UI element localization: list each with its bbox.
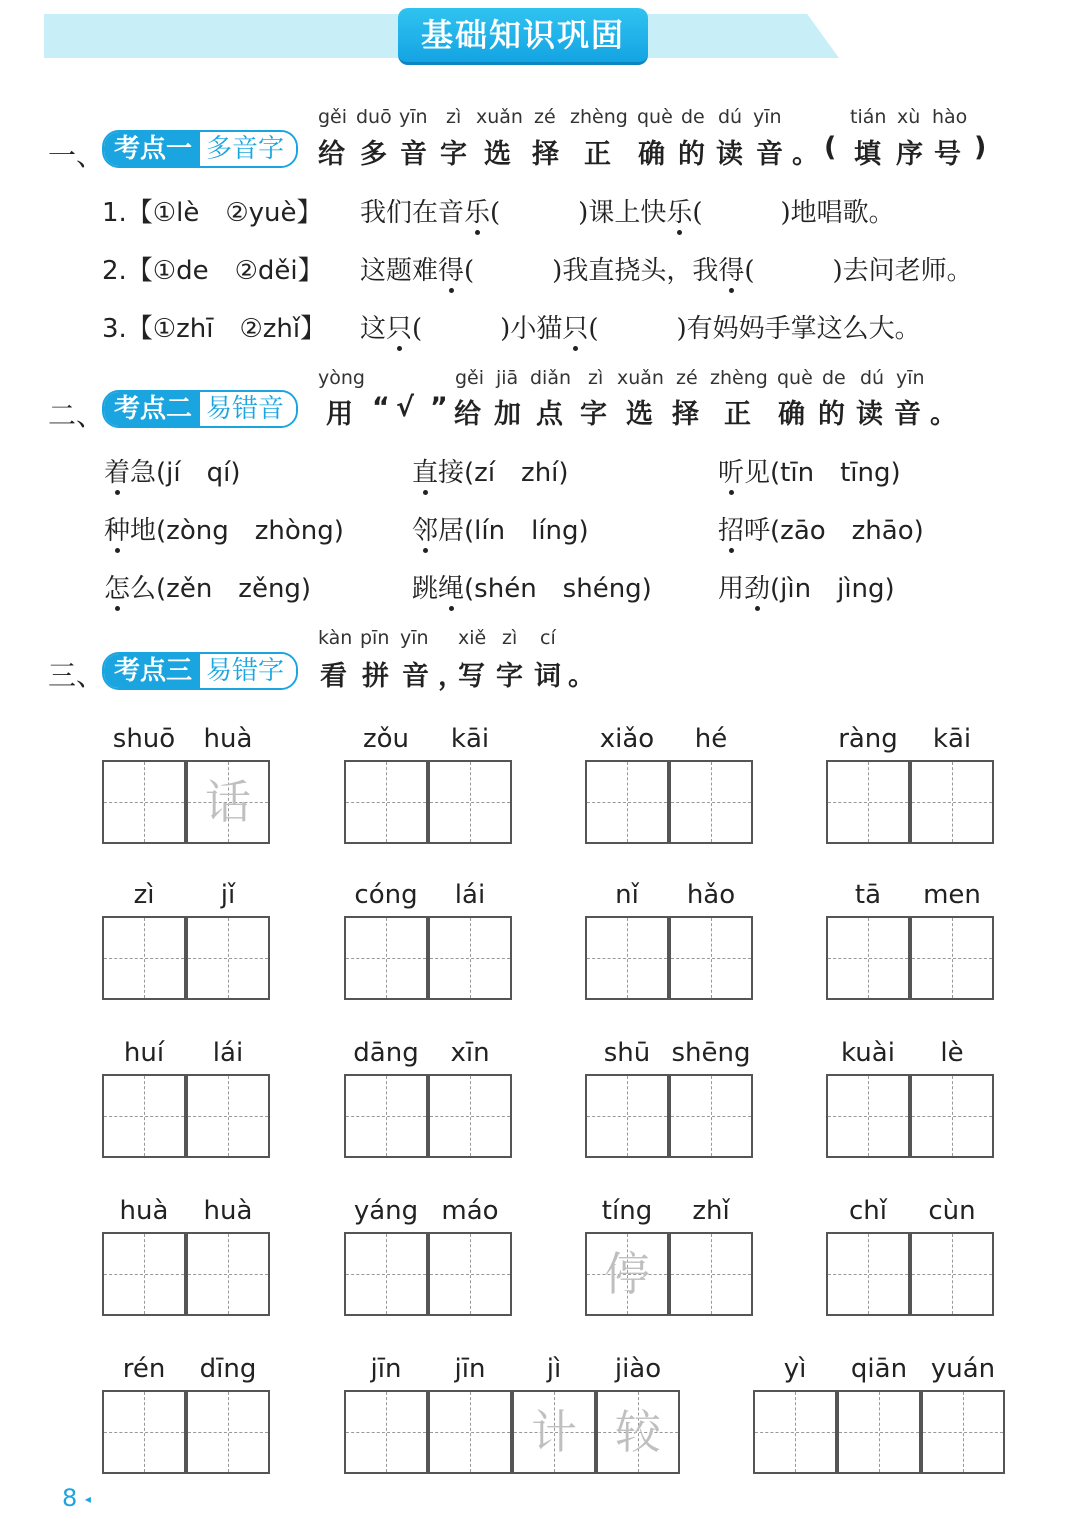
- section2-badge-point: 考点二: [104, 392, 200, 426]
- writing-cell[interactable]: [921, 1390, 1005, 1474]
- char: 号: [934, 139, 961, 170]
- dotted-char: 只: [386, 308, 412, 345]
- writing-cell[interactable]: [428, 1390, 512, 1474]
- pinyin: hào: [932, 106, 968, 128]
- char: “: [372, 392, 390, 423]
- dotted-char: 直: [412, 452, 438, 489]
- sentence-text: ( )有妈妈手掌这么大。: [588, 314, 921, 344]
- pinyin: de: [681, 106, 705, 128]
- char: 用: [326, 399, 353, 430]
- pinyin-label: lái: [454, 880, 486, 910]
- writing-cell[interactable]: [344, 1390, 428, 1474]
- pinyin-options: (jí qí): [156, 458, 241, 488]
- char: 确: [778, 399, 805, 430]
- pinyin: yòng: [318, 367, 365, 389]
- pinyin: yīn: [399, 106, 428, 128]
- writing-cell[interactable]: [826, 916, 910, 1000]
- section1-instruction: [0, 132, 1080, 168]
- char: 择: [672, 399, 699, 430]
- pinyin-label: jīn: [454, 1354, 486, 1384]
- dotted-char: 邻: [412, 510, 438, 547]
- writing-cell[interactable]: [186, 1074, 270, 1158]
- trace-char: 话: [205, 775, 251, 829]
- pinyin-label: xiǎo: [599, 724, 655, 754]
- pinyin-label: jì: [546, 1354, 562, 1384]
- word-text: 跳: [412, 574, 439, 604]
- pinyin-label: cùn: [928, 1196, 976, 1226]
- pinyin: gěi: [455, 367, 485, 389]
- char: 的: [818, 399, 845, 430]
- pinyin: tián: [850, 106, 887, 128]
- writing-cell[interactable]: [102, 916, 186, 1000]
- char: 正: [724, 399, 751, 430]
- pinyin: xuǎn: [476, 106, 523, 128]
- word-text: 么: [130, 574, 157, 604]
- section2-item-1: [104, 452, 241, 489]
- pinyin-label: tā: [854, 880, 882, 910]
- section1-badge-topic: 多音字: [200, 132, 296, 166]
- pinyin: xù: [897, 106, 921, 128]
- writing-cell[interactable]: [826, 1074, 910, 1158]
- char: 确: [638, 139, 665, 170]
- section1-item-3: [102, 308, 326, 345]
- trace-char: 计: [531, 1405, 577, 1459]
- pinyin-label: shēng: [671, 1038, 751, 1068]
- pinyin: dú: [860, 367, 885, 389]
- pinyin-label: men: [923, 880, 981, 910]
- writing-cell[interactable]: [512, 1390, 596, 1474]
- dotted-char: 招: [718, 510, 744, 547]
- pinyin: zhèng: [570, 106, 628, 128]
- char: 序: [896, 139, 923, 170]
- writing-cell[interactable]: [585, 760, 669, 844]
- section2-item-8: [412, 568, 652, 605]
- writing-cell[interactable]: [585, 916, 669, 1000]
- char: 选: [626, 399, 653, 430]
- char: 看: [320, 661, 347, 692]
- sentence-text: 这题难: [360, 256, 439, 286]
- word-text: 居: [438, 516, 465, 546]
- writing-cell[interactable]: [669, 1074, 753, 1158]
- dotted-char: 种: [104, 510, 130, 547]
- pinyin: pīn: [360, 627, 390, 649]
- pinyin: duō: [356, 106, 392, 128]
- char: 读: [716, 139, 743, 170]
- word-text: 用: [718, 574, 745, 604]
- pinyin-label: kāi: [932, 724, 972, 754]
- dotted-char: 得: [438, 250, 464, 287]
- section2-item-4: [104, 510, 344, 547]
- section2-item-5: [412, 510, 589, 547]
- pinyin-label: hé: [694, 724, 728, 754]
- pinyin-options: (lín líng): [464, 516, 589, 546]
- char: 拼: [362, 661, 389, 692]
- pinyin-options: (tīn tīng): [770, 458, 901, 488]
- writing-cell[interactable]: [186, 760, 270, 844]
- pinyin-label: yì: [783, 1354, 807, 1384]
- char: √: [396, 392, 415, 423]
- word-text: 地: [130, 516, 157, 546]
- item-options: 3.【①zhī ②zhǐ】: [102, 314, 327, 344]
- sentence-text: 我们在音: [360, 198, 465, 228]
- pinyin-label: lè: [940, 1038, 964, 1068]
- pinyin-options: (zí zhí): [464, 458, 569, 488]
- char: 选: [484, 139, 511, 170]
- dotted-char: 乐: [666, 192, 692, 229]
- section1-number: 一、: [48, 139, 105, 172]
- dotted-char: 得: [718, 250, 744, 287]
- pinyin-label: nǐ: [615, 880, 639, 910]
- section1-sentence-2: [360, 250, 973, 287]
- pinyin: zhèng: [710, 367, 768, 389]
- pinyin: zé: [534, 106, 556, 128]
- section1-sentence-1: [360, 192, 895, 229]
- pinyin-label: huà: [203, 724, 253, 754]
- writing-cell[interactable]: [910, 760, 994, 844]
- pinyin-label: jǐ: [220, 880, 236, 910]
- dotted-char: 绳: [438, 568, 464, 605]
- pinyin-label: shuō: [112, 724, 176, 754]
- section1-item-2: [102, 250, 324, 287]
- pinyin: què: [637, 106, 673, 128]
- item-options: 2.【①de ②děi】: [102, 256, 324, 286]
- trace-char: 停: [604, 1247, 650, 1301]
- pinyin: yīn: [400, 627, 429, 649]
- char: 填: [854, 139, 881, 170]
- banner-title: 基础知识巩固: [398, 8, 648, 65]
- pinyin-options: (zāo zhāo): [770, 516, 924, 546]
- writing-cell[interactable]: [428, 1232, 512, 1316]
- section2-item-2: [412, 452, 569, 489]
- pinyin-label: lái: [212, 1038, 244, 1068]
- writing-cell[interactable]: [585, 1074, 669, 1158]
- section2-item-7: [104, 568, 311, 605]
- trace-char: 较: [615, 1405, 661, 1459]
- word-text: 接: [438, 458, 465, 488]
- pinyin-label: cóng: [354, 880, 418, 910]
- writing-cell[interactable]: [344, 760, 428, 844]
- triangle-left-icon: ◂: [84, 1492, 91, 1506]
- pinyin: cí: [540, 627, 556, 649]
- writing-cell[interactable]: [102, 760, 186, 844]
- char: 正: [584, 139, 611, 170]
- pinyin: diǎn: [530, 367, 572, 389]
- section3-number: 三、: [48, 659, 105, 692]
- char: 给: [454, 399, 481, 430]
- char: 加: [494, 399, 521, 430]
- writing-cell[interactable]: [826, 1232, 910, 1316]
- pinyin: zì: [502, 627, 518, 649]
- pinyin: yīn: [753, 106, 782, 128]
- dotted-char: 只: [562, 308, 588, 345]
- section2-item-6: [718, 510, 924, 547]
- section3-instruction-pinyin: [0, 627, 1080, 651]
- char: 。: [930, 399, 957, 430]
- sentence-text: ( )小猫: [412, 314, 563, 344]
- char: 。: [792, 139, 819, 170]
- char: 给: [318, 139, 345, 170]
- char: 点: [536, 399, 563, 430]
- section1-instruction-pinyin: [0, 106, 1080, 130]
- pinyin-label: huà: [119, 1196, 169, 1226]
- pinyin-label: zì: [133, 880, 155, 910]
- pinyin: zì: [588, 367, 604, 389]
- pinyin-label: rén: [122, 1354, 166, 1384]
- char: 字: [580, 399, 607, 430]
- char: ”: [430, 392, 448, 423]
- char: 写: [458, 661, 485, 692]
- pinyin: de: [822, 367, 846, 389]
- writing-cell[interactable]: [753, 1390, 837, 1474]
- pinyin-label: yuán: [930, 1354, 996, 1384]
- pinyin-label: shū: [603, 1038, 651, 1068]
- section3-badge-point: 考点三: [104, 654, 200, 688]
- pinyin-label: hǎo: [686, 880, 736, 910]
- pinyin: què: [777, 367, 813, 389]
- pinyin: xuǎn: [617, 367, 664, 389]
- page-number: [62, 1484, 91, 1512]
- writing-cell[interactable]: [428, 916, 512, 1000]
- section1-sentence-3: [360, 308, 921, 345]
- char: 词: [534, 661, 561, 692]
- word-text: 见: [744, 458, 771, 488]
- section2-number: 二、: [48, 399, 105, 432]
- pinyin-label: chǐ: [849, 1196, 887, 1226]
- pinyin-label: zhǐ: [692, 1196, 730, 1226]
- pinyin-label: kuài: [841, 1038, 895, 1068]
- char: 音: [894, 399, 921, 430]
- page-number-text: 8: [62, 1484, 78, 1512]
- section3-instruction: [0, 654, 1080, 690]
- writing-cell[interactable]: [837, 1390, 921, 1474]
- pinyin: zì: [446, 106, 462, 128]
- pinyin: jiā: [496, 367, 519, 389]
- pinyin-label: qiān: [850, 1354, 908, 1384]
- writing-cell[interactable]: [344, 916, 428, 1000]
- pinyin-label: huà: [203, 1196, 253, 1226]
- writing-cell[interactable]: [186, 1390, 270, 1474]
- char: (: [824, 132, 837, 163]
- char: 的: [678, 139, 705, 170]
- pinyin-label: zǒu: [362, 724, 410, 754]
- writing-cell[interactable]: [910, 1232, 994, 1316]
- pinyin-options: (zòng zhòng): [156, 516, 344, 546]
- pinyin-options: (shén shéng): [464, 574, 652, 604]
- dotted-char: 着: [104, 452, 130, 489]
- pinyin: zé: [676, 367, 698, 389]
- dotted-char: 听: [718, 452, 744, 489]
- char: 择: [532, 139, 559, 170]
- pinyin-label: tíng: [601, 1196, 653, 1226]
- char: 字: [496, 661, 523, 692]
- word-text: 急: [130, 458, 157, 488]
- writing-cell[interactable]: [428, 760, 512, 844]
- pinyin-label: jiào: [614, 1354, 662, 1384]
- writing-cell[interactable]: [669, 916, 753, 1000]
- section1-item-1: [102, 192, 323, 229]
- char: 。: [568, 661, 595, 692]
- char: 音: [756, 139, 783, 170]
- section3-badge-topic: 易错字: [200, 654, 296, 688]
- sentence-text: ( )地唱歌。: [692, 198, 895, 228]
- pinyin-label: máo: [441, 1196, 499, 1226]
- section2-item-3: [718, 452, 901, 489]
- pinyin-options: (zěn zěng): [156, 574, 312, 604]
- item-options: 1.【①lè ②yuè】: [102, 198, 323, 228]
- pinyin-label: kāi: [450, 724, 490, 754]
- writing-cell[interactable]: [669, 760, 753, 844]
- char: 字: [440, 139, 467, 170]
- writing-cell[interactable]: [344, 1074, 428, 1158]
- sentence-text: ( )课上快: [490, 198, 667, 228]
- pinyin-label: yáng: [353, 1196, 419, 1226]
- section2-badge-topic: 易错音: [200, 392, 296, 426]
- sentence-text: 这: [360, 314, 387, 344]
- writing-cell[interactable]: [344, 1232, 428, 1316]
- char: 音: [400, 139, 427, 170]
- pinyin: yīn: [896, 367, 925, 389]
- dotted-char: 劲: [744, 568, 770, 605]
- writing-cell[interactable]: [102, 1390, 186, 1474]
- writing-cell[interactable]: [596, 1390, 680, 1474]
- char: ): [974, 132, 987, 163]
- pinyin: dú: [718, 106, 743, 128]
- writing-cell[interactable]: [669, 1232, 753, 1316]
- pinyin-label: huí: [123, 1038, 165, 1068]
- writing-cell[interactable]: [910, 916, 994, 1000]
- word-text: 呼: [744, 516, 771, 546]
- pinyin: xiě: [458, 627, 487, 649]
- dotted-char: 乐: [464, 192, 490, 229]
- writing-cell[interactable]: [428, 1074, 512, 1158]
- char: 多: [360, 139, 387, 170]
- writing-cell[interactable]: [910, 1074, 994, 1158]
- writing-cell[interactable]: [186, 1232, 270, 1316]
- pinyin: gěi: [318, 106, 348, 128]
- sentence-text: ( )我直挠头，我: [464, 256, 719, 286]
- section2-item-9: [718, 568, 895, 605]
- section2-instruction-pinyin: [0, 367, 1080, 391]
- pinyin-label: dāng: [353, 1038, 419, 1068]
- pinyin-options: (jìn jìng): [770, 574, 895, 604]
- writing-cell[interactable]: [102, 1074, 186, 1158]
- pinyin: kàn: [318, 627, 353, 649]
- pinyin-label: xīn: [450, 1038, 490, 1068]
- writing-cell[interactable]: [102, 1232, 186, 1316]
- writing-cell[interactable]: [585, 1232, 669, 1316]
- dotted-char: 怎: [104, 568, 130, 605]
- section1-badge-point: 考点一: [104, 132, 200, 166]
- sentence-text: ( )去问老师。: [744, 256, 973, 286]
- char: 音: [402, 661, 429, 692]
- char: ，: [438, 661, 465, 692]
- writing-cell[interactable]: [826, 760, 910, 844]
- writing-cell[interactable]: [186, 916, 270, 1000]
- section2-instruction: [0, 392, 1080, 428]
- pinyin-label: dīng: [199, 1354, 257, 1384]
- char: 读: [856, 399, 883, 430]
- pinyin-label: jīn: [370, 1354, 402, 1384]
- pinyin-label: ràng: [838, 724, 898, 754]
